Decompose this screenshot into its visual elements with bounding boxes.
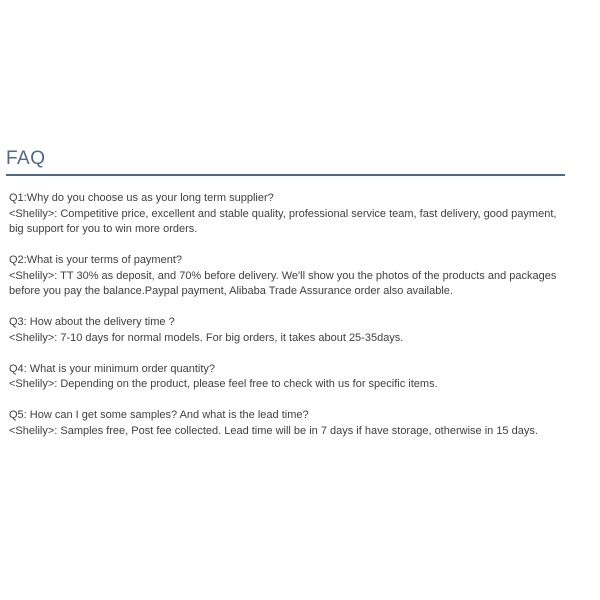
faq-item-4: [9, 362, 569, 393]
faq-answer: <Shelily>: Samples free, Post fee collected. Lead time will be in 7 days if have storage, otherwise in 15 days.: [9, 424, 538, 437]
faq-item-3: [9, 315, 569, 346]
faq-item-5: [9, 408, 569, 439]
faq-header: [6, 148, 565, 176]
faq-divider: [6, 174, 565, 176]
faq-item-2: [9, 253, 569, 300]
faq-list: [9, 191, 569, 455]
faq-question: Q5: How can I get some samples? And what is the lead time?: [9, 409, 309, 421]
faq-answer: <Shelily>: Competitive price, excellent and stable quality, professional service team, fast delivery, good payment, big support for you to win more orders.: [9, 207, 557, 235]
faq-answer: <Shelily>: Depending on the product, please feel free to check with us for specific items.: [9, 378, 438, 390]
faq-answer: <Shelily>: TT 30% as deposit, and 70% before delivery. We'll show you the photos of the products and packages before you pay the balance.Paypal payment, Alibaba Trade Assurance order also available.: [9, 269, 557, 297]
faq-question: Q2:What is your terms of payment?: [9, 254, 183, 266]
faq-question: Q3: How about the delivery time ?: [9, 316, 175, 328]
faq-answer: <Shelily>: 7-10 days for normal models. For big orders, it takes about 25-35days.: [9, 331, 404, 344]
faq-title: FAQ: [6, 148, 46, 169]
faq-question: Q4: What is your minimum order quantity?: [9, 362, 216, 375]
faq-item-1: [9, 191, 569, 238]
faq-question: Q1:Why do you choose us as your long term supplier?: [9, 192, 274, 204]
